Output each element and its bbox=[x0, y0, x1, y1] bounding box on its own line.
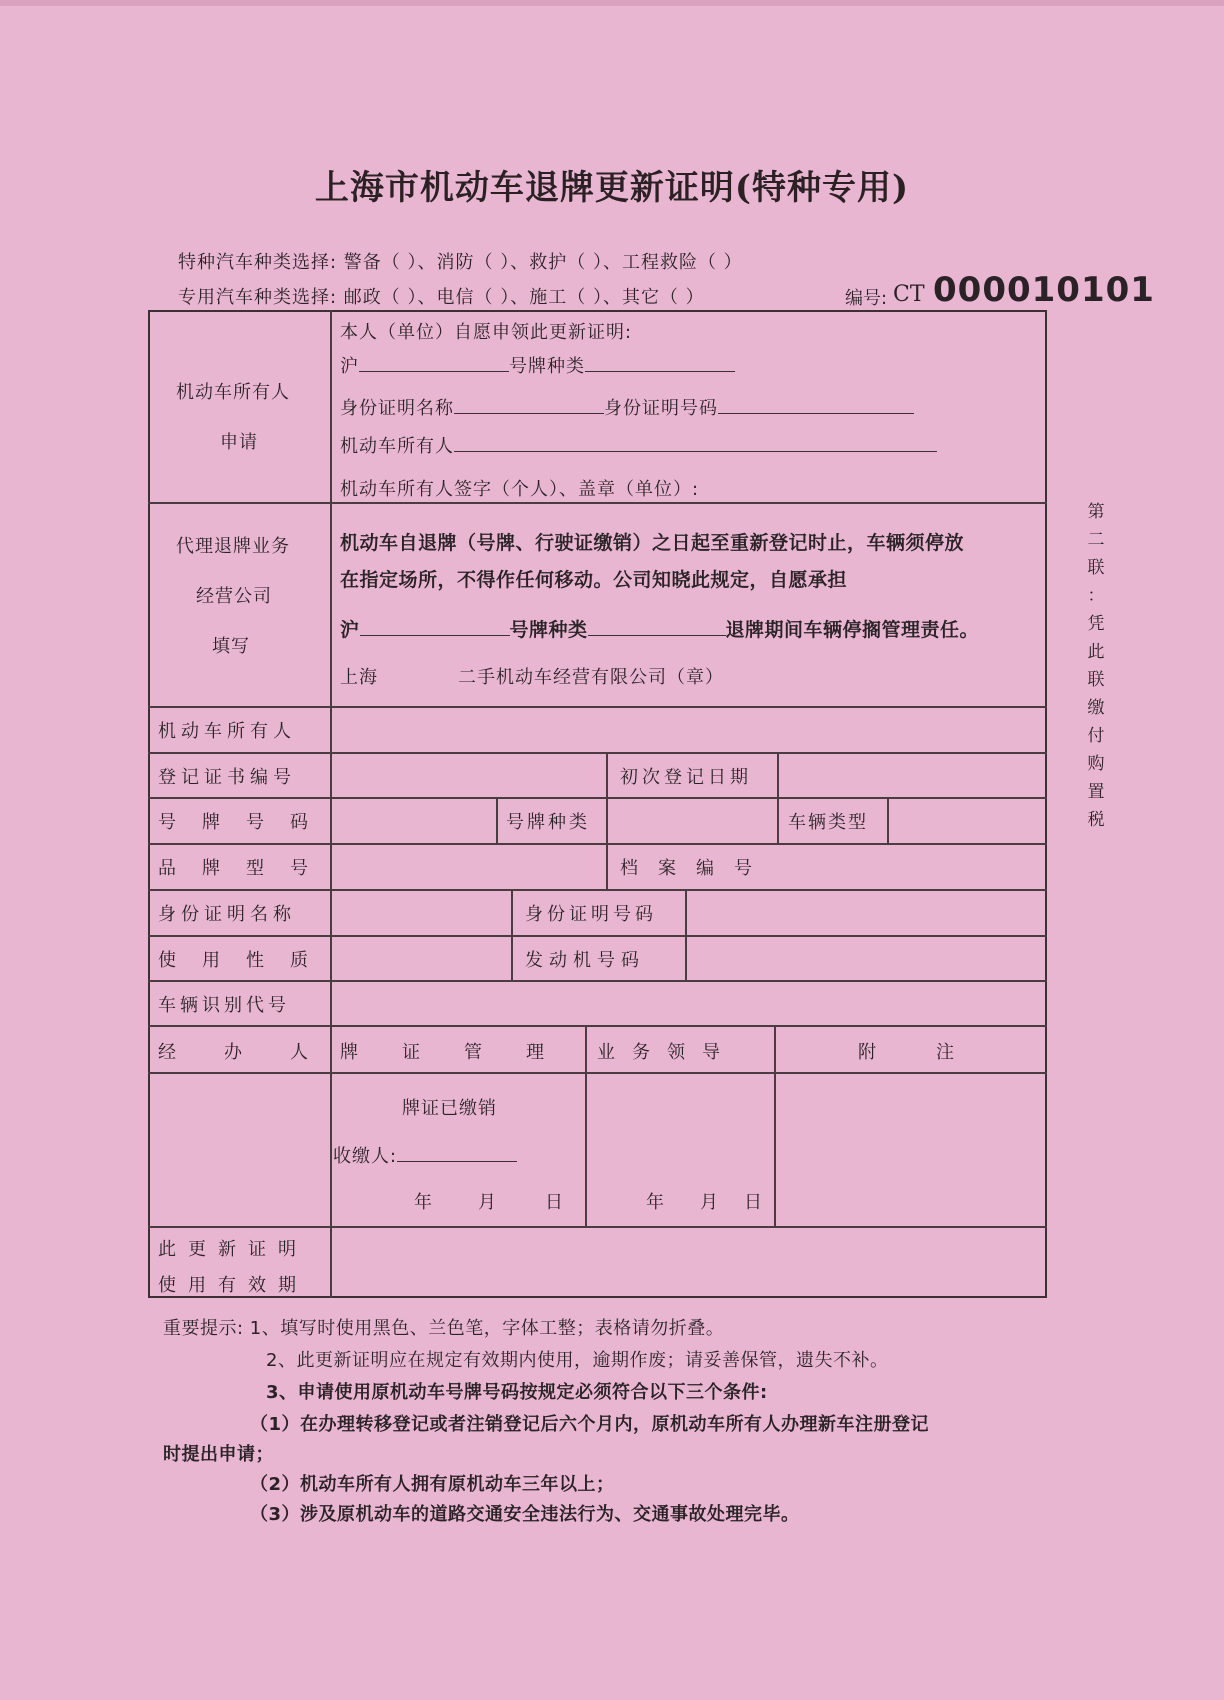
responsibility-text: 退牌期间车辆停搁管理责任。 bbox=[725, 619, 980, 641]
vin-label: 车辆识别代号 bbox=[158, 995, 290, 1016]
agent-plate-line bbox=[340, 615, 979, 642]
side-char: 缴 bbox=[1087, 698, 1105, 718]
col-divider bbox=[496, 797, 498, 843]
id-number-blank[interactable] bbox=[718, 395, 914, 414]
remarks-label: 附注 bbox=[858, 1042, 1014, 1063]
paper-edge bbox=[0, 0, 1224, 6]
side-char: 第 bbox=[1087, 502, 1105, 522]
first-reg-date-label: 初次登记日期 bbox=[620, 767, 752, 788]
plate-type-row-label: 号牌种类 bbox=[506, 812, 590, 833]
side-char: 联 bbox=[1087, 670, 1105, 690]
hu-label: 沪 bbox=[340, 619, 360, 641]
note-5: （2）机动车所有人拥有原机动车三年以上； bbox=[250, 1474, 615, 1495]
date-day: 日 bbox=[545, 1192, 564, 1213]
serial-number: 000010101 bbox=[933, 270, 1155, 310]
validity-label-2: 使用有效期 bbox=[158, 1275, 308, 1296]
col-divider bbox=[774, 1025, 776, 1226]
row-divider bbox=[148, 889, 1047, 891]
handler-label: 经办人 bbox=[158, 1042, 356, 1063]
page-title: 上海市机动车退牌更新证明(特种专用) bbox=[314, 168, 910, 208]
note-6: （3）涉及原机动车的道路交通安全违法行为、交通事故处理完毕。 bbox=[250, 1504, 800, 1525]
row-divider bbox=[148, 1025, 1047, 1027]
side-char: 二 bbox=[1087, 530, 1105, 550]
row-divider bbox=[148, 1226, 1047, 1228]
collector-line bbox=[333, 1142, 517, 1168]
date-year: 年 bbox=[414, 1192, 433, 1213]
agent-statement-2: 在指定场所，不得作任何移动。公司知晓此规定，自愿承担 bbox=[340, 569, 848, 591]
date-month: 月 bbox=[478, 1192, 497, 1213]
note-3: 3、申请使用原机动车号牌号码按规定必须符合以下三个条件: bbox=[266, 1382, 768, 1403]
plate-number-blank[interactable] bbox=[359, 353, 509, 372]
col-divider bbox=[777, 752, 779, 844]
plate-type-label: 号牌种类 bbox=[509, 356, 585, 377]
agent-company-prefix: 上海 bbox=[340, 667, 378, 688]
row-divider bbox=[148, 935, 1047, 937]
plate-type-label: 号牌种类 bbox=[509, 619, 588, 641]
owner-apply-label-1: 机动车所有人 bbox=[176, 382, 290, 403]
row-divider bbox=[148, 706, 1047, 708]
side-char: 付 bbox=[1087, 726, 1105, 746]
copy-side-note bbox=[1084, 498, 1108, 834]
hu-label: 沪 bbox=[340, 356, 359, 377]
col-divider bbox=[685, 889, 687, 980]
leader-date-year: 年 bbox=[646, 1192, 665, 1213]
agent-label-3: 填写 bbox=[212, 636, 250, 657]
owner-apply-plate-line bbox=[340, 352, 735, 378]
use-nature-label: 使用性质 bbox=[158, 950, 334, 971]
dedicated-vehicle-selection: 专用汽车种类选择: 邮政（ ）、电信（ ）、施工（ ）、其它（ ） bbox=[178, 287, 705, 308]
side-char: 置 bbox=[1087, 782, 1105, 802]
agent-plate-type-blank[interactable] bbox=[588, 617, 726, 636]
brand-model-label: 品牌型号 bbox=[158, 858, 334, 879]
agent-label-1: 代理退牌业务 bbox=[176, 536, 290, 557]
special-vehicle-selection: 特种汽车种类选择: 警备（ ）、消防（ ）、救护（ ）、工程救险（ ） bbox=[178, 252, 743, 273]
plate-mgmt-label: 牌证管理 bbox=[340, 1042, 588, 1063]
agent-statement-1: 机动车自退牌（号牌、行驶证缴销）之日起至重新登记时止，车辆须停放 bbox=[340, 532, 965, 554]
side-char: 联 bbox=[1087, 558, 1105, 578]
collector-label: 收缴人: bbox=[333, 1146, 398, 1167]
col-divider bbox=[330, 310, 332, 1298]
id-number-label: 身份证明号码 bbox=[604, 398, 718, 419]
business-leader-label: 业务领导 bbox=[597, 1042, 737, 1063]
col-divider bbox=[511, 889, 513, 980]
row-divider bbox=[148, 752, 1047, 754]
vehicle-type-label: 车辆类型 bbox=[788, 812, 868, 833]
agent-company-suffix: 二手机动车经营有限公司（章） bbox=[458, 667, 724, 688]
owner-blank[interactable] bbox=[454, 433, 937, 452]
owner-apply-id-line bbox=[340, 394, 914, 420]
engine-no-label: 发动机号码 bbox=[525, 950, 645, 971]
col-divider bbox=[606, 843, 608, 889]
row-divider bbox=[148, 797, 1047, 799]
owner-row-label: 机动车所有人 bbox=[158, 721, 296, 742]
agent-plate-number-blank[interactable] bbox=[360, 617, 510, 636]
owner-apply-label-2: 申请 bbox=[220, 432, 258, 453]
plate-type-blank[interactable] bbox=[585, 353, 735, 372]
note-4b: 时提出申请； bbox=[163, 1444, 274, 1465]
id-no-row-label: 身份证明号码 bbox=[525, 904, 657, 925]
agent-label-2: 经营公司 bbox=[196, 586, 272, 607]
file-no-label: 档案编号 bbox=[620, 858, 772, 879]
col-divider bbox=[887, 797, 889, 843]
leader-date-month: 月 bbox=[700, 1192, 719, 1213]
plate-cancelled-text: 牌证已缴销 bbox=[402, 1098, 497, 1119]
note-2: 2、此更新证明应在规定有效期内使用，逾期作废；请妥善保管，遗失不补。 bbox=[266, 1350, 889, 1371]
owner-label: 机动车所有人 bbox=[340, 436, 454, 457]
id-name-blank[interactable] bbox=[454, 395, 604, 414]
validity-label-1: 此更新证明 bbox=[158, 1239, 308, 1260]
collector-blank[interactable] bbox=[397, 1143, 517, 1162]
side-char: 购 bbox=[1087, 754, 1105, 774]
row-divider bbox=[148, 1072, 1047, 1074]
side-char: 税 bbox=[1087, 810, 1105, 830]
serial-label: 编号: bbox=[845, 288, 888, 309]
owner-apply-owner-line bbox=[340, 432, 937, 458]
row-divider bbox=[148, 843, 1047, 845]
reg-cert-label: 登记证书编号 bbox=[158, 767, 296, 788]
plate-no-label: 号牌号码 bbox=[158, 812, 334, 833]
id-name-label: 身份证明名称 bbox=[340, 398, 454, 419]
owner-apply-intro: 本人（单位）自愿申领此更新证明: bbox=[340, 322, 633, 343]
side-char: 此 bbox=[1087, 642, 1105, 662]
note-4a: （1）在办理转移登记或者注销登记后六个月内，原机动车所有人办理新车注册登记 bbox=[250, 1414, 930, 1435]
serial-prefix: CT bbox=[893, 282, 925, 307]
col-divider bbox=[606, 752, 608, 844]
side-char: 凭 bbox=[1087, 614, 1105, 634]
leader-date-day: 日 bbox=[744, 1192, 763, 1213]
note-1: 重要提示: 1、填写时使用黑色、兰色笔，字体工整；表格请勿折叠。 bbox=[163, 1318, 725, 1339]
side-char: ： bbox=[1087, 586, 1105, 606]
row-divider bbox=[148, 980, 1047, 982]
form-table bbox=[148, 310, 1047, 1298]
id-name-row-label: 身份证明名称 bbox=[158, 904, 296, 925]
row-divider bbox=[148, 502, 1047, 504]
owner-signature: 机动车所有人签字（个人）、盖章（单位）: bbox=[340, 479, 700, 500]
